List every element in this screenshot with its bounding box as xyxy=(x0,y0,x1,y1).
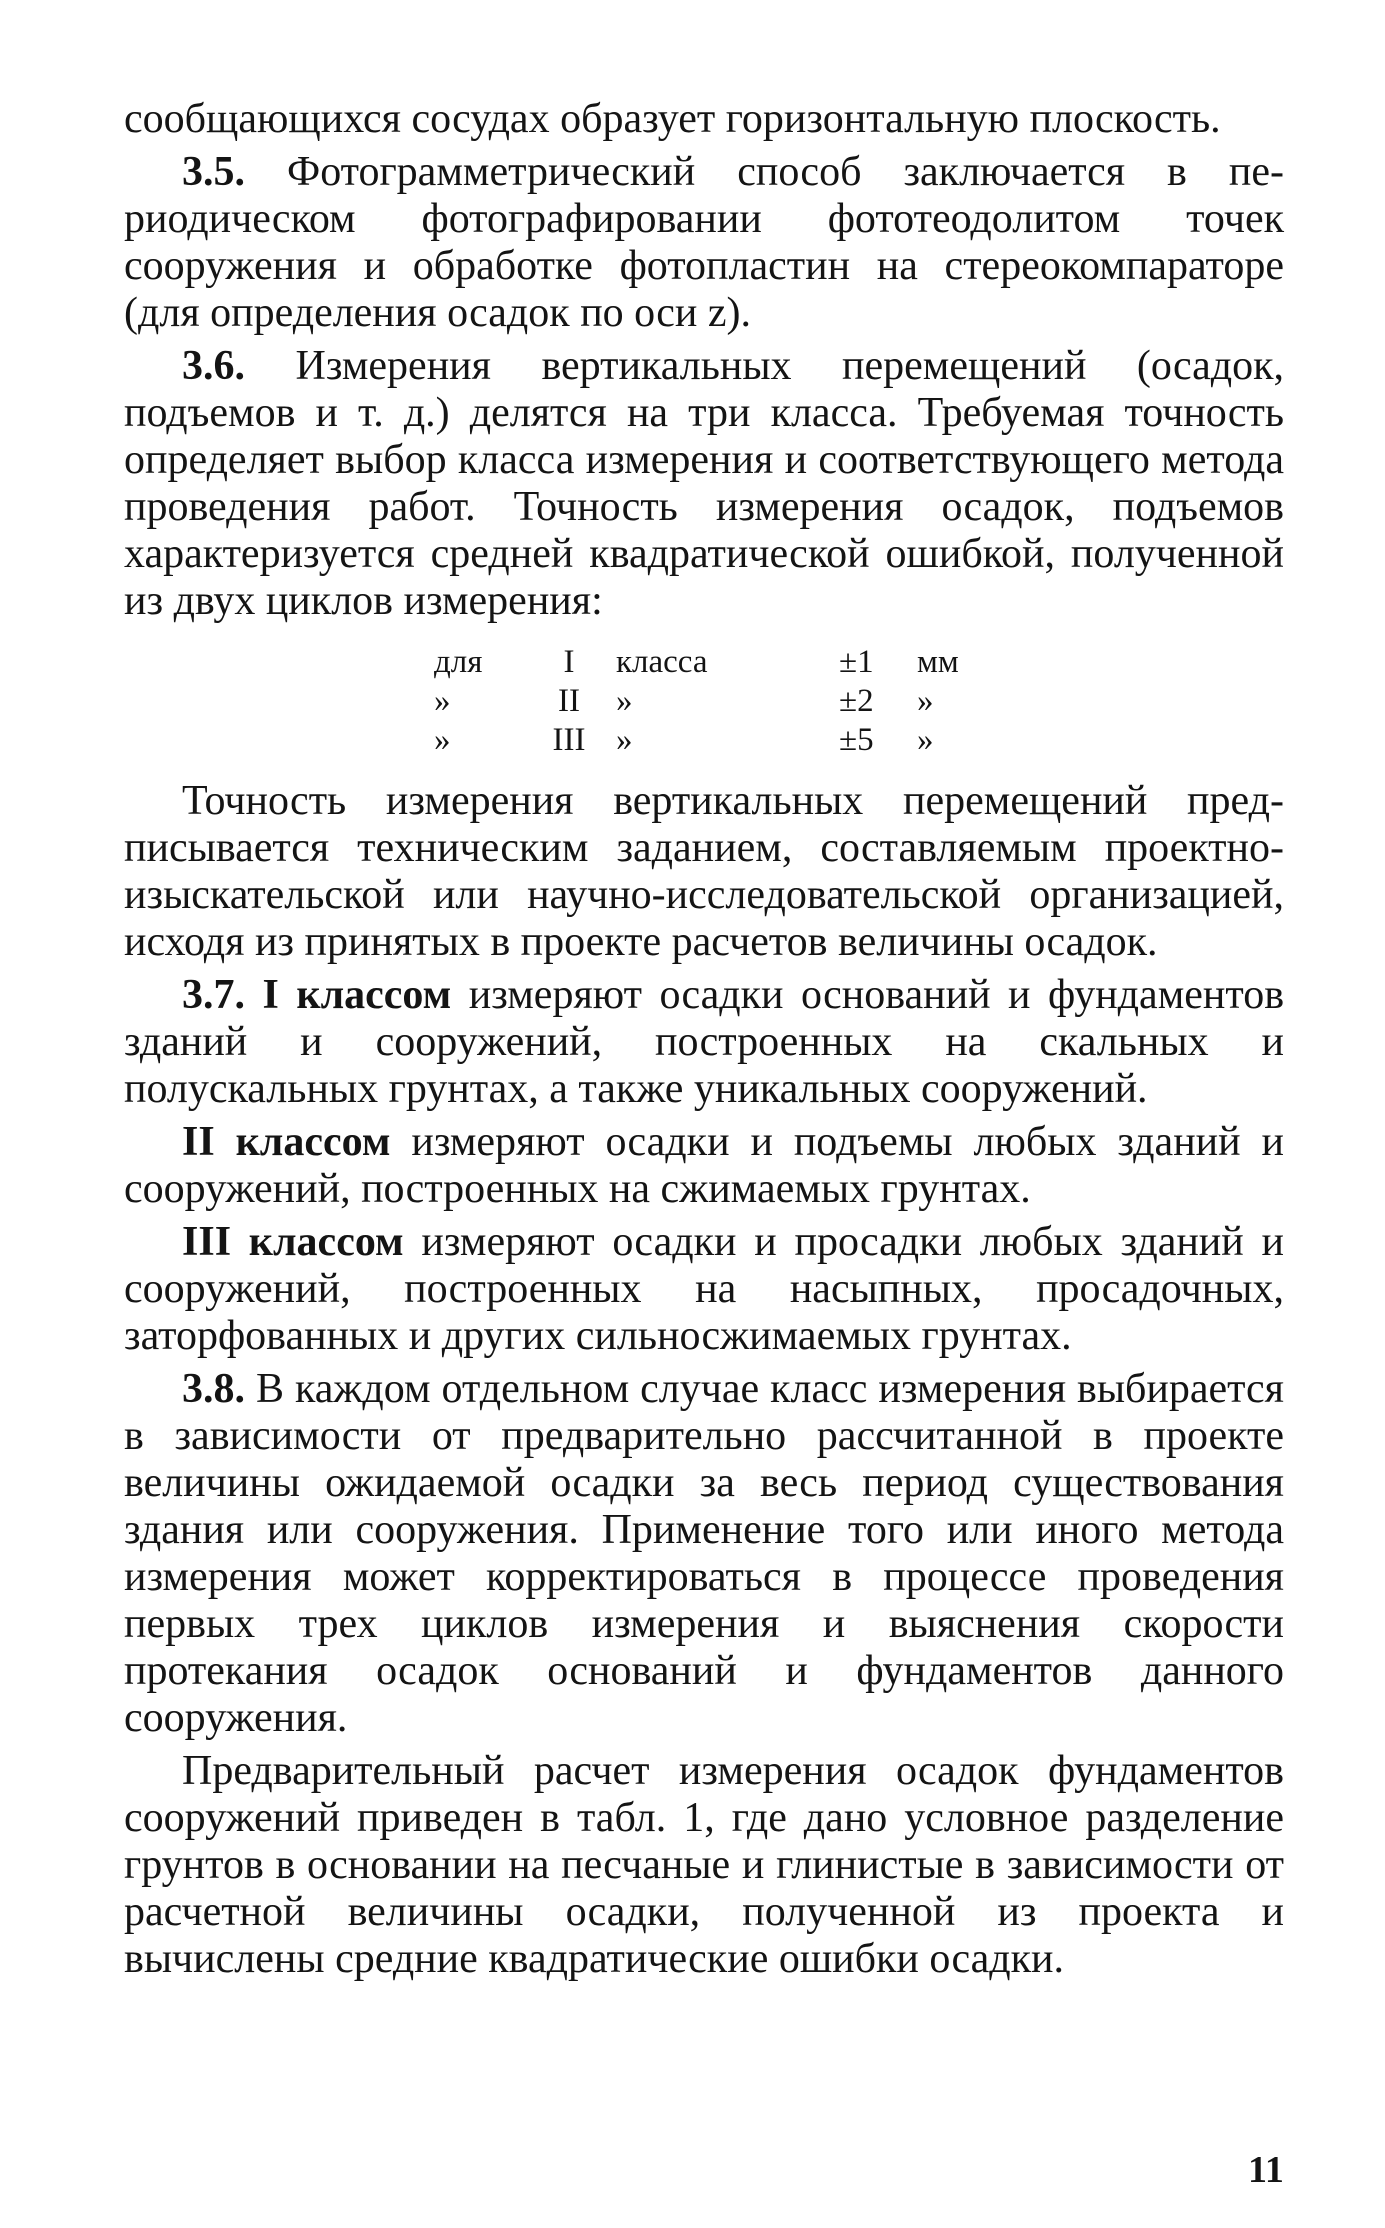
paragraph-accuracy-assignment xyxy=(124,778,1284,966)
class-value: ±2 xyxy=(839,683,874,719)
paragraph-text: Измерения вертикальных перемещений (осадок, подъемов и т. д.) делятся на три класса. Требуемая точность определяет выбор класса измерения и соответствующего метода проведения работ. Точность измерения осадок, подъемов характеризуется средней квадратической ошибкой, полученной из двух циклов измерения: xyxy=(124,343,1285,624)
paragraph-text: Фотограмметрический способ заключается в периодическом фотографировании фототеодолитом точек сооружения и обработке фотопластин на стереокомпараторе (для определения осадок по оси z). xyxy=(124,149,1285,336)
class-heading: III классом xyxy=(182,1219,404,1265)
paragraph-3-8 xyxy=(124,1366,1284,1742)
class-word: » xyxy=(616,683,633,719)
paragraph-text: измеряют осадки оснований и фундаментов зданий и сооружений, построенных на скальных и полускальных грунтах, а также уникальных сооружений. xyxy=(124,972,1285,1112)
paragraph-preliminary-calculation xyxy=(124,1748,1284,1983)
paragraph-text: В каждом отдельном случае класс измерения выбирается в зависимости от предварительно рассчитанной в проекте величины ожидаемой осадки за весь период существования здания или сооружения. Применение того или иного метода измерения может корректироваться в процессе проведения первых трех циклов измерения и выяснения скорости протекания осадок оснований и фундаментов данного сооружения. xyxy=(124,1366,1285,1741)
paragraph-continuation xyxy=(124,96,1284,143)
class-value: ±5 xyxy=(839,722,874,758)
class-prefix: для xyxy=(434,644,483,680)
section-number: 3.7. xyxy=(182,972,245,1018)
page-number: 11 xyxy=(1248,2149,1284,2191)
section-number: 3.8. xyxy=(182,1366,245,1412)
paragraph-text: измеряют осадки и подъемы любых зданий и сооружений, построенных на сжимаемых грунтах. xyxy=(124,1119,1284,1212)
class-heading: I классом xyxy=(262,972,452,1018)
class-word: класса xyxy=(616,644,708,680)
paragraph-3-5 xyxy=(124,149,1284,337)
class-row xyxy=(434,721,1284,760)
paragraph-text: сообщающихся сосудах образует горизонтальную плоскость. xyxy=(124,96,1221,142)
paragraph-3-6 xyxy=(124,343,1284,625)
class-row xyxy=(434,682,1284,721)
section-number: 3.6. xyxy=(182,343,245,389)
class-prefix: » xyxy=(434,722,451,758)
paragraph-text: Точность измерения вертикальных перемещений предписывается техническим заданием, составляемым проектно-изыскательской или научно-исследовательской организацией, исходя из принятых в проекте расчетов величины осадок. xyxy=(124,778,1284,965)
paragraph-text: Предварительный расчет измерения осадок фундаментов сооружений приведен в табл. 1, где дано условное разделение грунтов в основании на песчаные и глинистые в зависимости от расчетной величины осадки, полученной из проекта и вычислены средние квадратические ошибки осадки. xyxy=(124,1748,1284,1982)
class-unit: мм xyxy=(917,644,959,680)
class-roman: II xyxy=(558,683,580,719)
document-page xyxy=(124,96,1284,1989)
class-roman: III xyxy=(552,722,586,758)
paragraph-3-7 xyxy=(124,972,1284,1113)
class-heading: II классом xyxy=(182,1119,391,1165)
class-unit: » xyxy=(917,722,934,758)
class-unit: » xyxy=(917,683,934,719)
paragraph-class-ii xyxy=(124,1119,1284,1213)
section-number: 3.5. xyxy=(182,149,245,195)
paragraph-class-iii xyxy=(124,1219,1284,1360)
class-prefix: » xyxy=(434,683,451,719)
paragraph-text: измеряют осадки и просадки любых зданий и сооружений, построенных на насыпных, просадочных, заторфованных и других сильносжимаемых грунтах. xyxy=(124,1219,1285,1359)
class-roman: I xyxy=(563,644,575,680)
class-value: ±1 xyxy=(839,644,874,680)
class-row xyxy=(434,643,1284,682)
class-word: » xyxy=(616,722,633,758)
accuracy-classes-list xyxy=(434,643,1284,760)
